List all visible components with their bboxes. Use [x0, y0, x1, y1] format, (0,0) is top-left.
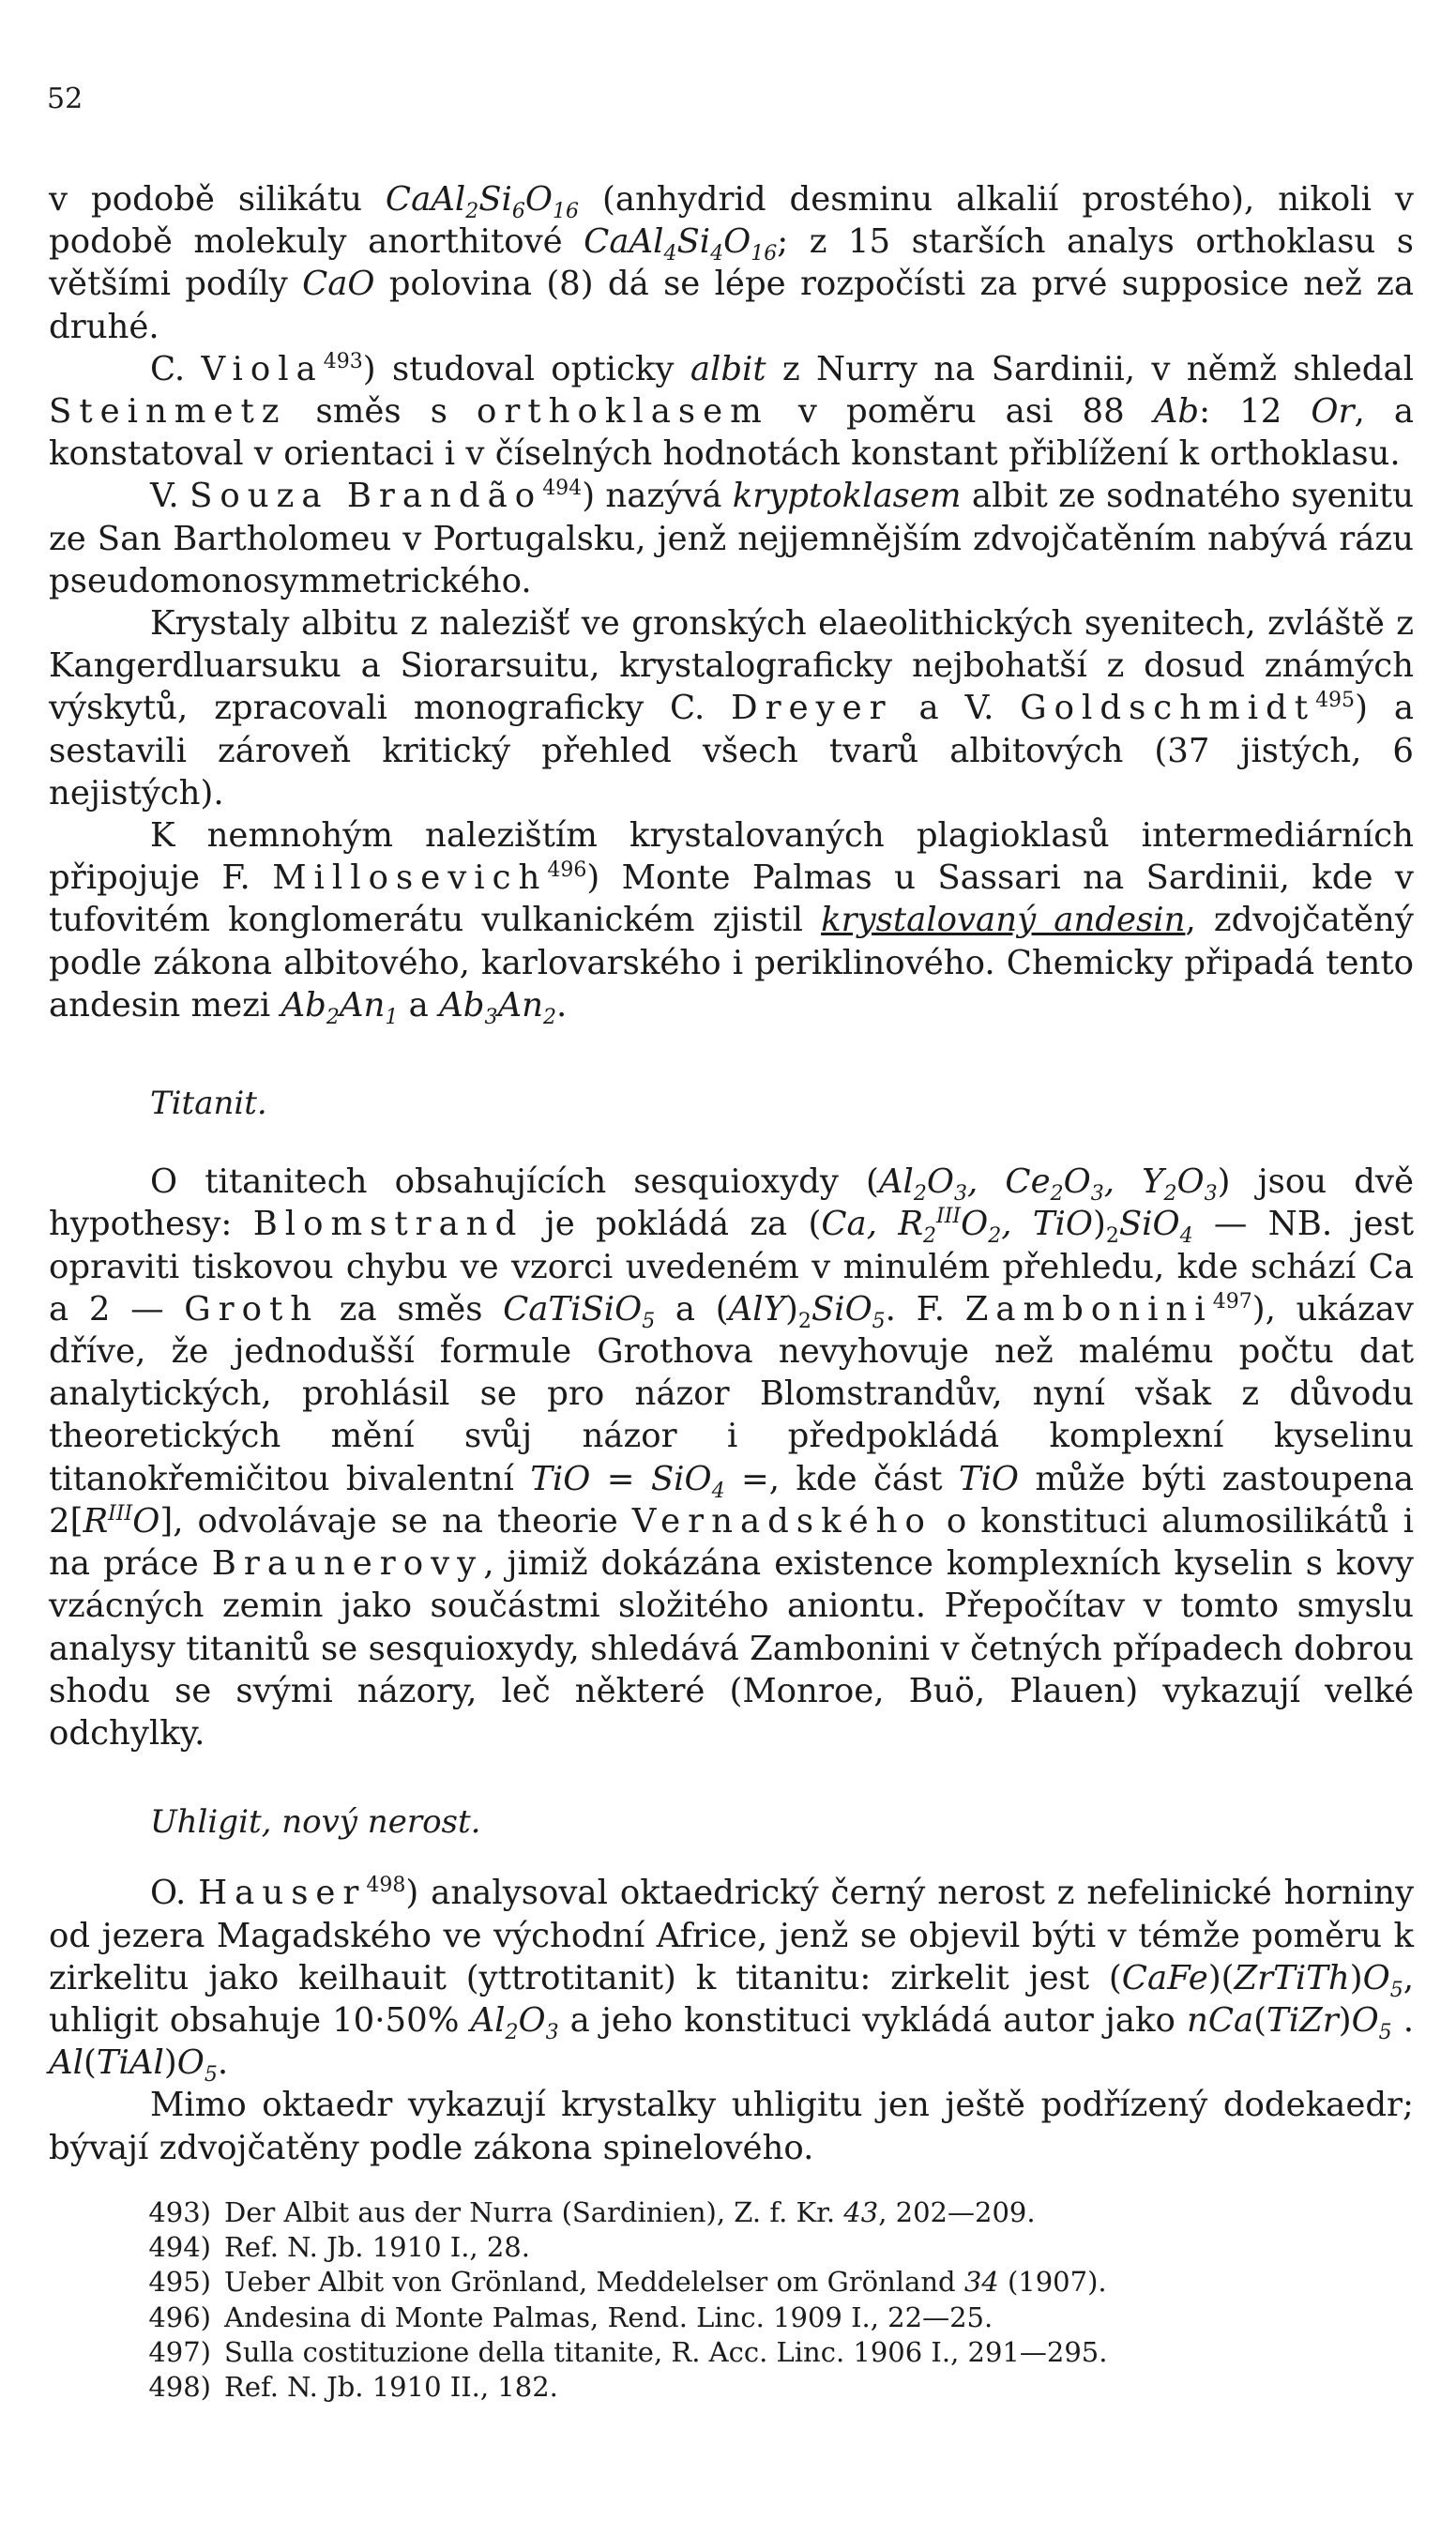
body-text [49, 178, 1414, 2169]
paragraph-4: Krystaly albitu z nalezišť ve gronských elaeolithických syenitech, zvláště z Kangerdluarsuku a Siorarsuitu, krystalograficky nejbohatší z dosud známých výskytů, zpracovali monograficky C. Dreyer a V. Goldschmidt$^{495}$) a sestavili zároveň kritický přehled všech tvarů albitových (37 jistých, 6 nejistých). [49, 604, 1414, 812]
footnote-mark: 495) [148, 2266, 211, 2299]
paragraph-1: v podobě silikátu $CaAl_2Si_6O_{16}$ (anhydrid desminu alkalií prostého), nikoli v podobě molekuly anorthitové $CaAl_4Si_4O_{16}$; z 15 starších analys orthoklasu s většími podíly CaO polovina (8) dá se lépe rozpočísti za prvé supposice než za druhé. [49, 180, 1415, 346]
footnotes [145, 2195, 1327, 2405]
footnote [145, 2230, 1327, 2265]
footnote-text: Ref. N. Jb. 1910 II., 182. [224, 2371, 558, 2404]
paragraph-5: K nemnohým nalezištím krystalovaných plagioklasů intermediárních připojuje F. Millosevich$^{496}$) Monte Palmas u Sassari na Sardinii, kde v tufovitém konglomerátu vulkanickém zjistil krystalovaný andesin, zdvojčatěný podle zákona albitového, karlovarského i periklinového. Chemicky připadá tento andesin mezi $Ab_2An_1$ a $Ab_3An_2$. [49, 816, 1414, 1029]
footnote-mark: 496) [148, 2301, 211, 2333]
footnote [145, 2195, 1327, 2230]
footnote-text: Ref. N. Jb. 1910 I., 28. [224, 2231, 530, 2264]
paragraph-uhligit-2: Mimo oktaedr vykazují krystalky uhligitu jen ještě podřízený dodekaedr; bývají zdvojčatěny podle zákona spinelového. [49, 2086, 1414, 2167]
footnote-mark: 493) [148, 2196, 211, 2228]
paragraph-2: C. Viola$^{493}$) studoval opticky albit z Nurry na Sardinii, v němž shledal Steinmetz směs s orthoklasem v poměru asi 88 Ab: 12 Or, a konstatoval v orientaci i v číselných hodnotách konstant přiblížení k orthoklasu. [49, 349, 1415, 474]
footnote [145, 2370, 1327, 2405]
section-heading-uhligit: Uhligit, nový nerost. [150, 1803, 481, 1842]
footnote-text: Sulla costituzione della titanite, R. Acc. Linc. 1906 I., 291—295. [224, 2335, 1108, 2368]
footnote-mark: 494) [148, 2231, 211, 2264]
page-number: 52 [47, 83, 83, 115]
footnote-text: Ueber Albit von Grönland, Meddelelser om Grönland 34 (1907). [224, 2266, 1107, 2299]
paragraph-3: V. Souza Brandão$^{494}$) nazývá kryptoklasem albit ze sodnatého syenitu ze San Bartholomeu v Portugalsku, jenž nejjemnějším zdvojčatěním nabývá rázu pseudomonosymmetrického. [49, 477, 1414, 600]
footnote [145, 2265, 1327, 2300]
footnote-text: Der Albit aus der Nurra (Sardinien), Z. f. Kr. 43, 202—209. [224, 2196, 1036, 2228]
footnote-text: Andesina di Monte Palmas, Rend. Linc. 1909 I., 22—25. [224, 2301, 993, 2333]
footnote-mark: 497) [148, 2335, 211, 2368]
footnote-mark: 498) [148, 2371, 211, 2404]
paragraph-uhligit-1: O. Hauser$^{498}$) analysoval oktaedrický černý nerost z nefelinické horniny od jezera Magadského ve východní Africe, jenž se objevil býti v témže poměru k zirkelitu jako keilhauit (yttrotitanit) k titanitu: zirkelit jest $(CaFe)(ZrTiTh)O_5$, uhligit obsahuje 10·50% $Al_2O_3$ a jeho konstituci vykládá autor jako $nCa(TiZr)O_5$ . $Al(TiAl)O_5$. [49, 1874, 1415, 2088]
footnote [145, 2301, 1327, 2335]
footnote [145, 2335, 1327, 2370]
section-heading-titanit: Titanit. [150, 1085, 267, 1123]
paragraph-titanit: O titanitech obsahujících sesquioxydy ($Al_2O_3$, $Ce_2O_3$, $Y_2O_3$) jsou dvě hypothesy: Blomstrand je pokládá za (Ca, $R_2^{III}O_2$, $TiO)_2SiO_4$ — NB. jest opraviti tiskovou chybu ve vzorci uvedeném v minulém přehledu, kde schází Ca a 2 — Groth za směs CaTiSiO$_5$ a $(AlY)_2SiO_5$. F. Zambonini$^{497}$), ukázav dříve, že jednodušší formule Grothova nevyhovuje než malému počtu dat analytických, prohlásil se pro názor Blomstrandův, nyní však z důvodu theoretických mění svůj názor i předpokládá komplexní kyselinu titanokřemičitou bivalentní TiO = SiO$_4$ =, kde část TiO může býti zastoupena $2[R^{III}O]$, odvolávaje se na theorie Vernadského o konstituci alumosilikátů i na práce Braunerovy, jimiž dokázána existence komplexních kyselin s kovy vzácných zemin jako součástmi složitého aniontu. Přepočítav v tomto smyslu analysy titanitů se sesquioxydy, shledává Zambonini v četných případech dobrou shodu se svými názory, leč některé (Monroe, Buö, Plauen) vykazují velké odchylky. [49, 1162, 1415, 1753]
